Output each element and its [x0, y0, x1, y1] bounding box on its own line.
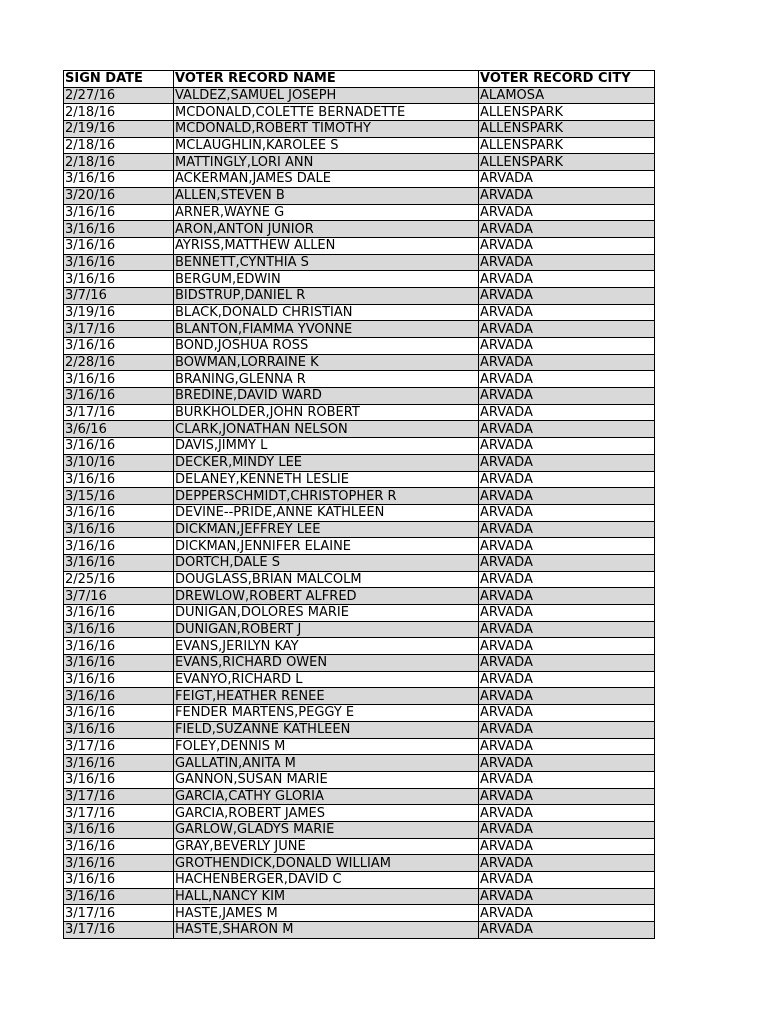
- table-row: [64, 705, 655, 722]
- voter-city-cell: ARVADA: [479, 421, 655, 438]
- header-sign-date: SIGN DATE: [64, 71, 174, 88]
- sign-date-cell: 3/17/16: [64, 321, 174, 338]
- voter-city-cell: ARVADA: [479, 838, 655, 855]
- sign-date-cell: 3/16/16: [64, 655, 174, 672]
- voter-city-cell: ARVADA: [479, 171, 655, 188]
- table-row: [64, 421, 655, 438]
- sign-date-cell: 3/16/16: [64, 888, 174, 905]
- voter-name-cell: DEVINE--PRIDE,ANNE KATHLEEN: [174, 504, 479, 521]
- table-row: [64, 755, 655, 772]
- voter-city-cell: ARVADA: [479, 354, 655, 371]
- table-row: [64, 721, 655, 738]
- voter-city-cell: ARVADA: [479, 271, 655, 288]
- voter-city-cell: ALLENSPARK: [479, 154, 655, 171]
- voter-name-cell: BIDSTRUP,DANIEL R: [174, 287, 479, 304]
- table-row: [64, 738, 655, 755]
- voter-name-cell: DOUGLASS,BRIAN MALCOLM: [174, 571, 479, 588]
- table-row: [64, 488, 655, 505]
- table-row: [64, 271, 655, 288]
- voter-city-cell: ARVADA: [479, 788, 655, 805]
- voter-city-cell: ARVADA: [479, 905, 655, 922]
- voter-city-cell: ARVADA: [479, 371, 655, 388]
- sign-date-cell: 3/17/16: [64, 905, 174, 922]
- table-row: [64, 504, 655, 521]
- sign-date-cell: 3/16/16: [64, 371, 174, 388]
- table-row: [64, 454, 655, 471]
- voter-name-cell: DREWLOW,ROBERT ALFRED: [174, 588, 479, 605]
- table-row: [64, 588, 655, 605]
- voter-city-cell: ALLENSPARK: [479, 121, 655, 138]
- voter-name-cell: FEIGT,HEATHER RENEE: [174, 688, 479, 705]
- table-row: [64, 338, 655, 355]
- sign-date-cell: 3/17/16: [64, 922, 174, 939]
- table-row: [64, 221, 655, 238]
- voter-city-cell: ARVADA: [479, 738, 655, 755]
- table-row: [64, 371, 655, 388]
- header-voter-record-city: VOTER RECORD CITY: [479, 71, 655, 88]
- sign-date-cell: 3/16/16: [64, 388, 174, 405]
- voter-name-cell: EVANS,JERILYN KAY: [174, 638, 479, 655]
- voter-name-cell: DUNIGAN,ROBERT J: [174, 621, 479, 638]
- table-row: [64, 438, 655, 455]
- voter-name-cell: GARCIA,CATHY GLORIA: [174, 788, 479, 805]
- sign-date-cell: 3/16/16: [64, 821, 174, 838]
- sign-date-cell: 3/16/16: [64, 521, 174, 538]
- sign-date-cell: 3/16/16: [64, 621, 174, 638]
- sign-date-cell: 3/16/16: [64, 705, 174, 722]
- sign-date-cell: 3/16/16: [64, 671, 174, 688]
- sign-date-cell: 3/16/16: [64, 755, 174, 772]
- voter-city-cell: ARVADA: [479, 821, 655, 838]
- sign-date-cell: 3/17/16: [64, 738, 174, 755]
- sign-date-cell: 3/16/16: [64, 204, 174, 221]
- voter-name-cell: DUNIGAN,DOLORES MARIE: [174, 605, 479, 622]
- table-row: [64, 771, 655, 788]
- voter-city-cell: ARVADA: [479, 771, 655, 788]
- table-row: [64, 821, 655, 838]
- voter-name-cell: BRANING,GLENNA R: [174, 371, 479, 388]
- sign-date-cell: 2/28/16: [64, 354, 174, 371]
- table-row: [64, 121, 655, 138]
- sign-date-cell: 3/7/16: [64, 287, 174, 304]
- sign-date-cell: 3/16/16: [64, 471, 174, 488]
- records-body: [64, 87, 655, 938]
- voter-city-cell: ARVADA: [479, 605, 655, 622]
- voter-name-cell: GARLOW,GLADYS MARIE: [174, 821, 479, 838]
- table-row: [64, 605, 655, 622]
- voter-name-cell: MCDONALD,ROBERT TIMOTHY: [174, 121, 479, 138]
- sign-date-cell: 2/18/16: [64, 154, 174, 171]
- voter-name-cell: HALL,NANCY KIM: [174, 888, 479, 905]
- voter-name-cell: HASTE,JAMES M: [174, 905, 479, 922]
- voter-city-cell: ARVADA: [479, 872, 655, 889]
- voter-name-cell: GRAY,BEVERLY JUNE: [174, 838, 479, 855]
- voter-city-cell: ARVADA: [479, 805, 655, 822]
- voter-records-sheet: [63, 70, 654, 939]
- voter-city-cell: ARVADA: [479, 621, 655, 638]
- voter-name-cell: MATTINGLY,LORI ANN: [174, 154, 479, 171]
- voter-name-cell: GARCIA,ROBERT JAMES: [174, 805, 479, 822]
- sign-date-cell: 3/16/16: [64, 688, 174, 705]
- table-row: [64, 788, 655, 805]
- voter-name-cell: EVANYO,RICHARD L: [174, 671, 479, 688]
- table-row: [64, 671, 655, 688]
- voter-city-cell: ARVADA: [479, 554, 655, 571]
- table-row: [64, 104, 655, 121]
- sign-date-cell: 3/19/16: [64, 304, 174, 321]
- voter-name-cell: MCDONALD,COLETTE BERNADETTE: [174, 104, 479, 121]
- voter-city-cell: ARVADA: [479, 304, 655, 321]
- table-row: [64, 554, 655, 571]
- sign-date-cell: 2/25/16: [64, 571, 174, 588]
- table-row: [64, 304, 655, 321]
- voter-city-cell: ARVADA: [479, 338, 655, 355]
- voter-city-cell: ALAMOSA: [479, 87, 655, 104]
- voter-name-cell: DELANEY,KENNETH LESLIE: [174, 471, 479, 488]
- voter-name-cell: DECKER,MINDY LEE: [174, 454, 479, 471]
- voter-city-cell: ARVADA: [479, 922, 655, 939]
- voter-name-cell: BOWMAN,LORRAINE K: [174, 354, 479, 371]
- voter-name-cell: ACKERMAN,JAMES DALE: [174, 171, 479, 188]
- voter-city-cell: ARVADA: [479, 488, 655, 505]
- voter-name-cell: CLARK,JONATHAN NELSON: [174, 421, 479, 438]
- sign-date-cell: 3/17/16: [64, 404, 174, 421]
- table-row: [64, 388, 655, 405]
- sign-date-cell: 2/18/16: [64, 137, 174, 154]
- voter-name-cell: DORTCH,DALE S: [174, 554, 479, 571]
- voter-city-cell: ARVADA: [479, 321, 655, 338]
- voter-name-cell: GANNON,SUSAN MARIE: [174, 771, 479, 788]
- sign-date-cell: 3/15/16: [64, 488, 174, 505]
- table-row: [64, 805, 655, 822]
- sign-date-cell: 3/16/16: [64, 438, 174, 455]
- voter-city-cell: ARVADA: [479, 287, 655, 304]
- voter-records-table: [63, 70, 655, 939]
- header-row: [64, 71, 655, 88]
- voter-city-cell: ARVADA: [479, 254, 655, 271]
- voter-city-cell: ALLENSPARK: [479, 137, 655, 154]
- voter-city-cell: ARVADA: [479, 688, 655, 705]
- table-row: [64, 571, 655, 588]
- table-row: [64, 905, 655, 922]
- voter-name-cell: ARNER,WAYNE G: [174, 204, 479, 221]
- voter-name-cell: MCLAUGHLIN,KAROLEE S: [174, 137, 479, 154]
- sign-date-cell: 3/16/16: [64, 237, 174, 254]
- table-row: [64, 471, 655, 488]
- sign-date-cell: 3/16/16: [64, 504, 174, 521]
- voter-name-cell: HACHENBERGER,DAVID C: [174, 872, 479, 889]
- sign-date-cell: 3/16/16: [64, 221, 174, 238]
- voter-name-cell: BREDINE,DAVID WARD: [174, 388, 479, 405]
- voter-city-cell: ARVADA: [479, 638, 655, 655]
- sign-date-cell: 3/16/16: [64, 338, 174, 355]
- voter-city-cell: ARVADA: [479, 571, 655, 588]
- table-row: [64, 638, 655, 655]
- table-row: [64, 354, 655, 371]
- voter-city-cell: ARVADA: [479, 705, 655, 722]
- voter-city-cell: ARVADA: [479, 655, 655, 672]
- table-row: [64, 137, 655, 154]
- voter-name-cell: FENDER MARTENS,PEGGY E: [174, 705, 479, 722]
- voter-city-cell: ARVADA: [479, 221, 655, 238]
- voter-city-cell: ARVADA: [479, 755, 655, 772]
- voter-city-cell: ARVADA: [479, 454, 655, 471]
- table-row: [64, 237, 655, 254]
- voter-city-cell: ARVADA: [479, 721, 655, 738]
- voter-name-cell: GROTHENDICK,DONALD WILLIAM: [174, 855, 479, 872]
- sign-date-cell: 2/18/16: [64, 104, 174, 121]
- table-row: [64, 171, 655, 188]
- table-row: [64, 321, 655, 338]
- table-row: [64, 888, 655, 905]
- table-row: [64, 838, 655, 855]
- voter-city-cell: ARVADA: [479, 237, 655, 254]
- sign-date-cell: 3/16/16: [64, 538, 174, 555]
- table-row: [64, 855, 655, 872]
- table-row: [64, 922, 655, 939]
- sign-date-cell: 3/16/16: [64, 638, 174, 655]
- sign-date-cell: 3/10/16: [64, 454, 174, 471]
- voter-city-cell: ARVADA: [479, 888, 655, 905]
- voter-name-cell: BLACK,DONALD CHRISTIAN: [174, 304, 479, 321]
- sign-date-cell: 3/16/16: [64, 721, 174, 738]
- sign-date-cell: 3/7/16: [64, 588, 174, 605]
- sign-date-cell: 3/6/16: [64, 421, 174, 438]
- sign-date-cell: 3/16/16: [64, 171, 174, 188]
- voter-name-cell: DICKMAN,JENNIFER ELAINE: [174, 538, 479, 555]
- sign-date-cell: 3/16/16: [64, 271, 174, 288]
- table-row: [64, 538, 655, 555]
- table-row: [64, 254, 655, 271]
- voter-name-cell: BOND,JOSHUA ROSS: [174, 338, 479, 355]
- voter-name-cell: ALLEN,STEVEN B: [174, 187, 479, 204]
- sign-date-cell: 3/16/16: [64, 872, 174, 889]
- voter-city-cell: ARVADA: [479, 671, 655, 688]
- voter-name-cell: FOLEY,DENNIS M: [174, 738, 479, 755]
- voter-city-cell: ARVADA: [479, 187, 655, 204]
- table-row: [64, 404, 655, 421]
- voter-name-cell: VALDEZ,SAMUEL JOSEPH: [174, 87, 479, 104]
- voter-name-cell: BURKHOLDER,JOHN ROBERT: [174, 404, 479, 421]
- voter-name-cell: EVANS,RICHARD OWEN: [174, 655, 479, 672]
- voter-name-cell: DEPPERSCHMIDT,CHRISTOPHER R: [174, 488, 479, 505]
- voter-name-cell: HASTE,SHARON M: [174, 922, 479, 939]
- table-row: [64, 187, 655, 204]
- voter-name-cell: BENNETT,CYNTHIA S: [174, 254, 479, 271]
- voter-name-cell: DAVIS,JIMMY L: [174, 438, 479, 455]
- sign-date-cell: 3/17/16: [64, 805, 174, 822]
- sign-date-cell: 3/20/16: [64, 187, 174, 204]
- sign-date-cell: 3/16/16: [64, 554, 174, 571]
- voter-city-cell: ARVADA: [479, 538, 655, 555]
- sign-date-cell: 2/19/16: [64, 121, 174, 138]
- voter-name-cell: FIELD,SUZANNE KATHLEEN: [174, 721, 479, 738]
- table-row: [64, 87, 655, 104]
- voter-city-cell: ARVADA: [479, 388, 655, 405]
- table-row: [64, 688, 655, 705]
- voter-city-cell: ARVADA: [479, 471, 655, 488]
- voter-name-cell: GALLATIN,ANITA M: [174, 755, 479, 772]
- voter-city-cell: ARVADA: [479, 438, 655, 455]
- sign-date-cell: 2/27/16: [64, 87, 174, 104]
- voter-city-cell: ARVADA: [479, 855, 655, 872]
- voter-name-cell: DICKMAN,JEFFREY LEE: [174, 521, 479, 538]
- sign-date-cell: 3/17/16: [64, 788, 174, 805]
- voter-name-cell: AYRISS,MATTHEW ALLEN: [174, 237, 479, 254]
- sign-date-cell: 3/16/16: [64, 855, 174, 872]
- sign-date-cell: 3/16/16: [64, 838, 174, 855]
- voter-name-cell: BERGUM,EDWIN: [174, 271, 479, 288]
- voter-city-cell: ARVADA: [479, 521, 655, 538]
- voter-name-cell: ARON,ANTON JUNIOR: [174, 221, 479, 238]
- header-voter-record-name: VOTER RECORD NAME: [174, 71, 479, 88]
- table-row: [64, 287, 655, 304]
- table-row: [64, 872, 655, 889]
- voter-name-cell: BLANTON,FIAMMA YVONNE: [174, 321, 479, 338]
- table-row: [64, 621, 655, 638]
- voter-city-cell: ARVADA: [479, 204, 655, 221]
- table-row: [64, 655, 655, 672]
- table-row: [64, 521, 655, 538]
- sign-date-cell: 3/16/16: [64, 605, 174, 622]
- sign-date-cell: 3/16/16: [64, 254, 174, 271]
- sign-date-cell: 3/16/16: [64, 771, 174, 788]
- voter-city-cell: ALLENSPARK: [479, 104, 655, 121]
- table-row: [64, 154, 655, 171]
- voter-city-cell: ARVADA: [479, 504, 655, 521]
- voter-city-cell: ARVADA: [479, 588, 655, 605]
- voter-city-cell: ARVADA: [479, 404, 655, 421]
- table-row: [64, 204, 655, 221]
